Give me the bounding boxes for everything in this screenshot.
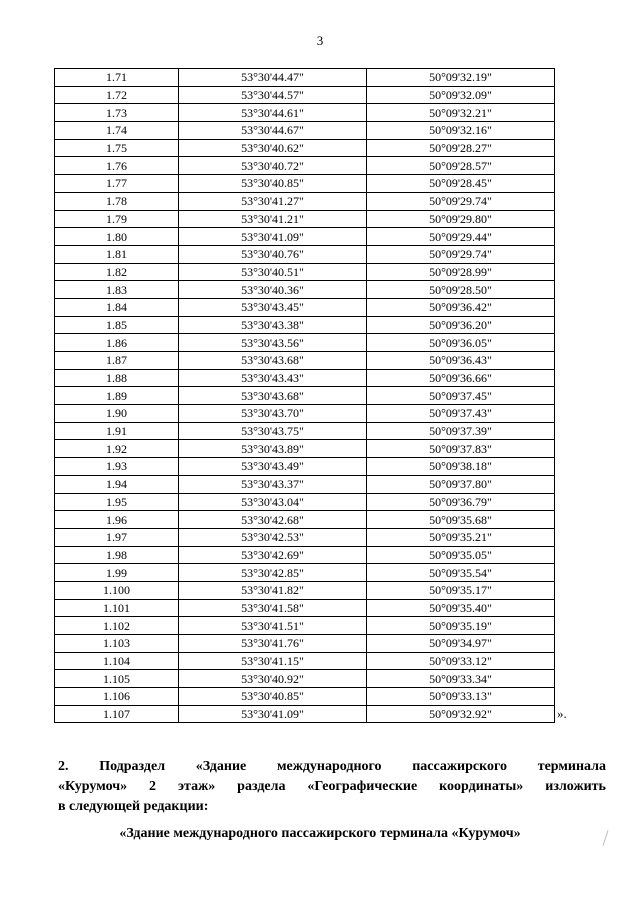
longitude-cell: 50°09'37.80" xyxy=(367,475,555,493)
page-number: 3 xyxy=(316,33,324,48)
table-row xyxy=(55,316,555,334)
latitude-cell: 53°30'42.69" xyxy=(179,546,367,564)
paragraph-word: «Курумоч» xyxy=(58,779,128,794)
point-number-cell: 1.94 xyxy=(55,475,179,493)
table-row xyxy=(55,263,555,281)
latitude-cell: 53°30'41.27" xyxy=(179,192,367,210)
table-row xyxy=(55,281,555,299)
table-row xyxy=(55,458,555,476)
table-row xyxy=(55,440,555,458)
latitude-cell: 53°30'42.68" xyxy=(179,511,367,529)
table-row xyxy=(55,139,555,157)
paragraph-word: координаты» xyxy=(439,779,524,794)
point-number-cell: 1.76 xyxy=(55,157,179,175)
point-number-cell: 1.87 xyxy=(55,352,179,370)
latitude-cell: 53°30'42.85" xyxy=(179,564,367,582)
table-row xyxy=(55,475,555,493)
table-row xyxy=(55,493,555,511)
point-number-cell: 1.72 xyxy=(55,86,179,104)
longitude-cell: 50°09'32.19" xyxy=(367,69,555,87)
longitude-cell: 50°09'36.66" xyxy=(367,369,555,387)
table-row xyxy=(55,564,555,582)
table-row xyxy=(55,228,555,246)
coordinates-table xyxy=(54,68,555,723)
latitude-cell: 53°30'40.92" xyxy=(179,670,367,688)
longitude-cell: 50°09'29.74" xyxy=(367,192,555,210)
section-heading: «Здание международного пассажирского терминала «Курумоч» xyxy=(119,826,521,841)
point-number-cell: 1.80 xyxy=(55,228,179,246)
longitude-cell: 50°09'37.45" xyxy=(367,387,555,405)
table-row xyxy=(55,546,555,564)
paragraph-line-2 xyxy=(58,777,606,797)
table-row xyxy=(55,245,555,263)
paragraph-line-1 xyxy=(58,757,606,777)
table-row xyxy=(55,387,555,405)
latitude-cell: 53°30'40.72" xyxy=(179,157,367,175)
coordinates-table-body xyxy=(55,69,555,723)
longitude-cell: 50°09'35.21" xyxy=(367,528,555,546)
latitude-cell: 53°30'43.04" xyxy=(179,493,367,511)
paragraph-word: 2. xyxy=(58,759,69,774)
table-row xyxy=(55,652,555,670)
point-number-cell: 1.98 xyxy=(55,546,179,564)
point-number-cell: 1.91 xyxy=(55,422,179,440)
latitude-cell: 53°30'43.38" xyxy=(179,316,367,334)
table-row xyxy=(55,599,555,617)
point-number-cell: 1.86 xyxy=(55,334,179,352)
longitude-cell: 50°09'36.43" xyxy=(367,352,555,370)
longitude-cell: 50°09'29.80" xyxy=(367,210,555,228)
table-row xyxy=(55,157,555,175)
point-number-cell: 1.89 xyxy=(55,387,179,405)
point-number-cell: 1.102 xyxy=(55,617,179,635)
point-number-cell: 1.81 xyxy=(55,245,179,263)
point-number-cell: 1.107 xyxy=(55,705,179,723)
longitude-cell: 50°09'29.74" xyxy=(367,245,555,263)
point-number-cell: 1.105 xyxy=(55,670,179,688)
table-row xyxy=(55,369,555,387)
latitude-cell: 53°30'41.58" xyxy=(179,599,367,617)
amendment-paragraph xyxy=(58,757,606,817)
longitude-cell: 50°09'35.54" xyxy=(367,564,555,582)
paragraph-word: «Географические xyxy=(307,779,418,794)
paragraph-word: международного xyxy=(276,759,382,774)
latitude-cell: 53°30'44.61" xyxy=(179,104,367,122)
paragraph-word: «Здание xyxy=(195,759,247,774)
longitude-cell: 50°09'32.16" xyxy=(367,122,555,140)
latitude-cell: 53°30'40.85" xyxy=(179,175,367,193)
point-number-cell: 1.103 xyxy=(55,635,179,653)
point-number-cell: 1.85 xyxy=(55,316,179,334)
table-row xyxy=(55,210,555,228)
latitude-cell: 53°30'43.75" xyxy=(179,422,367,440)
table-row xyxy=(55,405,555,423)
longitude-cell: 50°09'35.05" xyxy=(367,546,555,564)
longitude-cell: 50°09'35.17" xyxy=(367,581,555,599)
table-row xyxy=(55,122,555,140)
longitude-cell: 50°09'34.97" xyxy=(367,635,555,653)
longitude-cell: 50°09'32.92" xyxy=(367,705,555,723)
longitude-cell: 50°09'33.12" xyxy=(367,652,555,670)
latitude-cell: 53°30'41.51" xyxy=(179,617,367,635)
latitude-cell: 53°30'43.68" xyxy=(179,352,367,370)
point-number-cell: 1.100 xyxy=(55,581,179,599)
latitude-cell: 53°30'41.09" xyxy=(179,228,367,246)
longitude-cell: 50°09'28.27" xyxy=(367,139,555,157)
paragraph-word: терминала xyxy=(537,759,606,774)
paragraph-line-3: в следующей редакции: xyxy=(58,799,209,814)
latitude-cell: 53°30'43.89" xyxy=(179,440,367,458)
latitude-cell: 53°30'40.36" xyxy=(179,281,367,299)
longitude-cell: 50°09'33.13" xyxy=(367,688,555,706)
table-row xyxy=(55,334,555,352)
longitude-cell: 50°09'35.40" xyxy=(367,599,555,617)
point-number-cell: 1.79 xyxy=(55,210,179,228)
paragraph-word: Подраздел xyxy=(99,759,166,774)
latitude-cell: 53°30'40.51" xyxy=(179,263,367,281)
longitude-cell: 50°09'37.43" xyxy=(367,405,555,423)
table-row xyxy=(55,617,555,635)
longitude-cell: 50°09'36.79" xyxy=(367,493,555,511)
longitude-cell: 50°09'29.44" xyxy=(367,228,555,246)
table-row xyxy=(55,104,555,122)
table-closing-quote: ». xyxy=(557,706,567,721)
table-row xyxy=(55,705,555,723)
point-number-cell: 1.93 xyxy=(55,458,179,476)
table-row xyxy=(55,192,555,210)
longitude-cell: 50°09'36.05" xyxy=(367,334,555,352)
longitude-cell: 50°09'32.21" xyxy=(367,104,555,122)
point-number-cell: 1.97 xyxy=(55,528,179,546)
point-number-cell: 1.84 xyxy=(55,298,179,316)
latitude-cell: 53°30'40.76" xyxy=(179,245,367,263)
paragraph-word: изложить xyxy=(545,779,606,794)
table-row xyxy=(55,86,555,104)
point-number-cell: 1.101 xyxy=(55,599,179,617)
point-number-cell: 1.71 xyxy=(55,69,179,87)
latitude-cell: 53°30'41.76" xyxy=(179,635,367,653)
latitude-cell: 53°30'42.53" xyxy=(179,528,367,546)
table-row xyxy=(55,352,555,370)
point-number-cell: 1.106 xyxy=(55,688,179,706)
latitude-cell: 53°30'44.57" xyxy=(179,86,367,104)
latitude-cell: 53°30'40.62" xyxy=(179,139,367,157)
latitude-cell: 53°30'41.82" xyxy=(179,581,367,599)
longitude-cell: 50°09'35.19" xyxy=(367,617,555,635)
point-number-cell: 1.75 xyxy=(55,139,179,157)
longitude-cell: 50°09'38.18" xyxy=(367,458,555,476)
latitude-cell: 53°30'43.45" xyxy=(179,298,367,316)
table-row xyxy=(55,528,555,546)
point-number-cell: 1.73 xyxy=(55,104,179,122)
table-row xyxy=(55,670,555,688)
latitude-cell: 53°30'43.43" xyxy=(179,369,367,387)
longitude-cell: 50°09'28.50" xyxy=(367,281,555,299)
latitude-cell: 53°30'43.37" xyxy=(179,475,367,493)
table-row xyxy=(55,688,555,706)
longitude-cell: 50°09'37.39" xyxy=(367,422,555,440)
table-row xyxy=(55,422,555,440)
point-number-cell: 1.96 xyxy=(55,511,179,529)
point-number-cell: 1.99 xyxy=(55,564,179,582)
latitude-cell: 53°30'43.70" xyxy=(179,405,367,423)
point-number-cell: 1.77 xyxy=(55,175,179,193)
table-row xyxy=(55,511,555,529)
longitude-cell: 50°09'35.68" xyxy=(367,511,555,529)
point-number-cell: 1.92 xyxy=(55,440,179,458)
paragraph-word: 2 xyxy=(149,779,157,794)
point-number-cell: 1.74 xyxy=(55,122,179,140)
longitude-cell: 50°09'37.83" xyxy=(367,440,555,458)
paragraph-word: раздела xyxy=(237,779,286,794)
table-row xyxy=(55,581,555,599)
table-row xyxy=(55,175,555,193)
latitude-cell: 53°30'44.67" xyxy=(179,122,367,140)
point-number-cell: 1.82 xyxy=(55,263,179,281)
longitude-cell: 50°09'28.45" xyxy=(367,175,555,193)
latitude-cell: 53°30'41.21" xyxy=(179,210,367,228)
latitude-cell: 53°30'43.56" xyxy=(179,334,367,352)
table-row xyxy=(55,635,555,653)
point-number-cell: 1.83 xyxy=(55,281,179,299)
point-number-cell: 1.95 xyxy=(55,493,179,511)
latitude-cell: 53°30'40.85" xyxy=(179,688,367,706)
longitude-cell: 50°09'33.34" xyxy=(367,670,555,688)
latitude-cell: 53°30'43.49" xyxy=(179,458,367,476)
longitude-cell: 50°09'28.99" xyxy=(367,263,555,281)
paragraph-word: пассажирского xyxy=(412,759,507,774)
latitude-cell: 53°30'43.68" xyxy=(179,387,367,405)
longitude-cell: 50°09'36.20" xyxy=(367,316,555,334)
longitude-cell: 50°09'32.09" xyxy=(367,86,555,104)
latitude-cell: 53°30'44.47" xyxy=(179,69,367,87)
paragraph-word: этаж» xyxy=(177,779,216,794)
table-row xyxy=(55,69,555,87)
longitude-cell: 50°09'36.42" xyxy=(367,298,555,316)
point-number-cell: 1.88 xyxy=(55,369,179,387)
point-number-cell: 1.90 xyxy=(55,405,179,423)
point-number-cell: 1.78 xyxy=(55,192,179,210)
latitude-cell: 53°30'41.09" xyxy=(179,705,367,723)
longitude-cell: 50°09'28.57" xyxy=(367,157,555,175)
point-number-cell: 1.104 xyxy=(55,652,179,670)
latitude-cell: 53°30'41.15" xyxy=(179,652,367,670)
table-row xyxy=(55,298,555,316)
